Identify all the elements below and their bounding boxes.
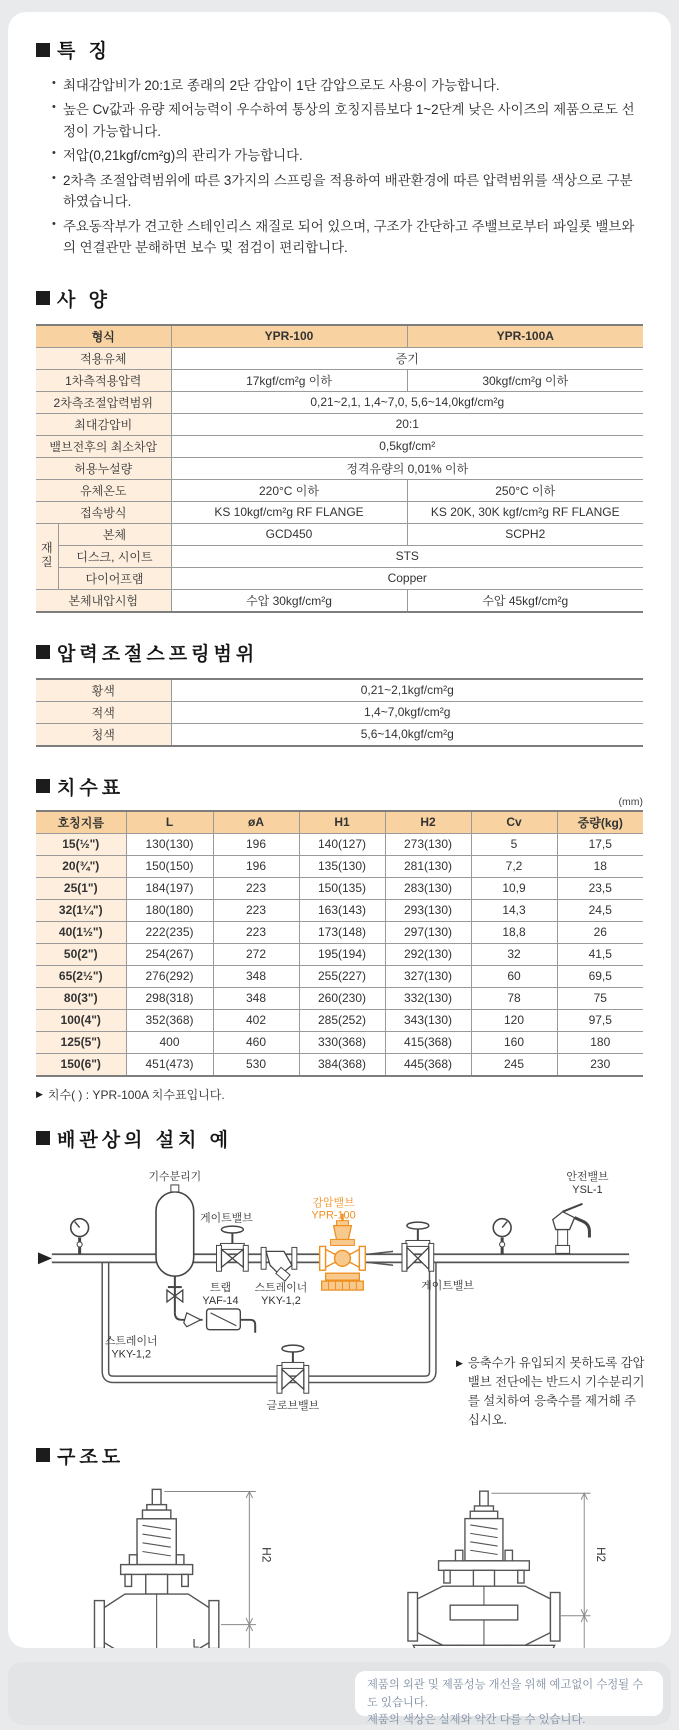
- footer-notice: [355, 1671, 663, 1716]
- table-cell: 272: [213, 943, 299, 965]
- table-cell: 384(368): [299, 1053, 385, 1076]
- dim-h2-label: H2: [259, 1547, 273, 1563]
- table-row: [36, 325, 643, 348]
- table-cell: 332(130): [385, 987, 471, 1009]
- reducing-valve-label: 감압밸브: [312, 1194, 355, 1208]
- table-cell: 41,5: [557, 943, 643, 965]
- table-cell: 402: [213, 1009, 299, 1031]
- table-cell: 150(150): [126, 855, 213, 877]
- table-row: [36, 679, 643, 702]
- table-cell: 348: [213, 987, 299, 1009]
- pressure-gauge-icon: [71, 1218, 89, 1254]
- row-header-cell: 15(½"): [36, 833, 126, 855]
- row-header-cell: 접속방식: [36, 501, 171, 523]
- table-cell: 14,3: [471, 899, 557, 921]
- row-header-cell: 100(4"): [36, 1009, 126, 1031]
- catalog-page: [8, 12, 671, 1648]
- spring-section-title: [36, 639, 643, 666]
- column-header: øA: [213, 811, 299, 834]
- table-cell: 285(252): [299, 1009, 385, 1031]
- table-cell: 17,5: [557, 833, 643, 855]
- row-header-cell: 밸브전후의 최소차압: [36, 435, 171, 457]
- table-cell: 17kgf/cm²g 이하: [171, 369, 407, 391]
- features-list: [52, 75, 643, 259]
- row-header-cell: 20(¾"): [36, 855, 126, 877]
- row-header-cell: 청색: [36, 723, 171, 746]
- table-row: [36, 457, 643, 479]
- table-cell: 255(227): [299, 965, 385, 987]
- row-header-cell: 황색: [36, 679, 171, 702]
- column-header: 중량(kg): [557, 811, 643, 834]
- table-row: [36, 1053, 643, 1076]
- table-row: [36, 435, 643, 457]
- row-header-cell: 40(1½"): [36, 921, 126, 943]
- feature-item: • 높은 Cv값과 유량 제어능력이 우수하여 통상의 호칭지름보다 1~2단계 낮은 사이즈의 제품으로도 선정이 가능합니다.: [52, 99, 643, 142]
- valve-section-large-svg: [352, 1485, 637, 1649]
- strainer1-model-label: YKY-1,2: [261, 1294, 301, 1306]
- structure-figure-large: [352, 1485, 637, 1649]
- section-marker-icon: [36, 1448, 50, 1462]
- table-cell: 196: [213, 855, 299, 877]
- table-cell: 283(130): [385, 877, 471, 899]
- table-cell: 97,5: [557, 1009, 643, 1031]
- table-cell: 222(235): [126, 921, 213, 943]
- unit-label: (mm): [619, 796, 644, 808]
- table-cell: 281(130): [385, 855, 471, 877]
- row-header-cell: 80(3"): [36, 987, 126, 1009]
- row-header-cell: 본체: [58, 523, 171, 545]
- reducing-valve-icon: [320, 1213, 366, 1289]
- table-cell: 5: [471, 833, 557, 855]
- table-cell: 195(194): [299, 943, 385, 965]
- table-cell: 160: [471, 1031, 557, 1053]
- table-cell: 5,6~14,0kgf/cm²g: [171, 723, 643, 746]
- table-cell: 348: [213, 965, 299, 987]
- table-cell: 증기: [171, 347, 643, 369]
- row-header-cell: 1차측적용압력: [36, 369, 171, 391]
- strainer2-label: 스트레이너: [105, 1333, 158, 1347]
- table-cell: 26: [557, 921, 643, 943]
- piping-diagram: [36, 1164, 643, 1432]
- table-cell: 32: [471, 943, 557, 965]
- valve-section-small-svg: [42, 1485, 304, 1649]
- gate2-label: 게이트밸브: [421, 1278, 474, 1292]
- footnote-text: 치수( ) : YPR-100A 치수표입니다.: [48, 1086, 225, 1103]
- table-cell: GCD450: [171, 523, 407, 545]
- table-row: [36, 921, 643, 943]
- column-header: L: [126, 811, 213, 834]
- globe-valve-label: 글로브밸브: [267, 1398, 320, 1412]
- table-cell: 23,5: [557, 877, 643, 899]
- footer-line2: 제품의 색상은 실제와 약간 다를 수 있습니다.: [367, 1712, 651, 1730]
- table-cell: 수압 30kgf/cm²g: [171, 589, 407, 612]
- strainer-icon: [184, 1312, 201, 1326]
- flow-arrow-icon: [38, 1252, 52, 1264]
- table-cell: 150(135): [299, 877, 385, 899]
- strainer1-label: 스트레이너: [255, 1280, 308, 1294]
- piping-note-text: 응축수가 유입되지 못하도록 감압밸브 전단에는 반드시 기수분리기를 설치하여 응축수를 제거해 주십시오.: [468, 1354, 646, 1430]
- table-cell: 445(368): [385, 1053, 471, 1076]
- table-cell: 120: [471, 1009, 557, 1031]
- gate-valve-icon: [402, 1222, 434, 1271]
- table-cell: 173(148): [299, 921, 385, 943]
- table-cell: 0,21~2,1kgf/cm²g: [171, 679, 643, 702]
- row-header-cell: 125(5"): [36, 1031, 126, 1053]
- table-cell: 297(130): [385, 921, 471, 943]
- row-header-cell: 65(2½"): [36, 965, 126, 987]
- table-cell: 415(368): [385, 1031, 471, 1053]
- row-header-cell: 32(1¼"): [36, 899, 126, 921]
- steam-separator: [156, 1184, 194, 1275]
- row-header-cell: 50(2"): [36, 943, 126, 965]
- table-cell: 20:1: [171, 413, 643, 435]
- table-cell: 7,2: [471, 855, 557, 877]
- table-row: [36, 943, 643, 965]
- spring-range-table: [36, 678, 643, 747]
- spec-table: [36, 324, 643, 613]
- table-cell: 18: [557, 855, 643, 877]
- table-row: [36, 987, 643, 1009]
- table-row: [36, 877, 643, 899]
- section-marker-icon: [36, 1131, 50, 1145]
- table-cell: 130(130): [126, 833, 213, 855]
- table-cell: 254(267): [126, 943, 213, 965]
- table-row: [36, 391, 643, 413]
- dim-l-label: L: [193, 1636, 200, 1648]
- table-cell: 69,5: [557, 965, 643, 987]
- table-cell: 180: [557, 1031, 643, 1053]
- globe-valve-icon: [277, 1345, 309, 1393]
- table-cell: 223: [213, 899, 299, 921]
- table-cell: 223: [213, 877, 299, 899]
- table-cell: 260(230): [299, 987, 385, 1009]
- strainer2-model-label: YKY-1,2: [111, 1348, 151, 1360]
- table-cell: KS 10kgf/cm²g RF FLANGE: [171, 501, 407, 523]
- table-cell: 293(130): [385, 899, 471, 921]
- table-cell: 1,4~7,0kgf/cm²g: [171, 701, 643, 723]
- table-cell: 230: [557, 1053, 643, 1076]
- piping-note: [456, 1354, 646, 1430]
- table-row: [36, 589, 643, 612]
- table-cell: 163(143): [299, 899, 385, 921]
- table-row: [36, 965, 643, 987]
- column-header: H1: [299, 811, 385, 834]
- table-cell: 273(130): [385, 833, 471, 855]
- table-row: [36, 833, 643, 855]
- section-marker-icon: [36, 645, 50, 659]
- trap-label: 트랩: [210, 1280, 231, 1294]
- table-cell: 78: [471, 987, 557, 1009]
- table-cell: 10,9: [471, 877, 557, 899]
- section-marker-icon: [36, 779, 50, 793]
- row-header-cell: 적색: [36, 701, 171, 723]
- row-header-cell: 2차측조절압력범위: [36, 391, 171, 413]
- table-cell: 250°C 이하: [407, 479, 643, 501]
- structure-section-title: [36, 1442, 643, 1469]
- feature-item: • 2차측 조절압력범위에 따른 3가지의 스프링을 적용하여 배관환경에 따른 압력범위를 색상으로 구분하였습니다.: [52, 170, 643, 213]
- table-cell: 352(368): [126, 1009, 213, 1031]
- feature-item: • 최대감압비가 20:1로 종래의 2단 감압이 1단 감압으로도 사용이 가능합니다.: [52, 75, 643, 96]
- table-cell: 18,8: [471, 921, 557, 943]
- table-row: [36, 523, 643, 545]
- feature-item: • 저압(0,21kgf/cm²g)의 관리가 가능합니다.: [52, 145, 643, 166]
- table-row: [36, 899, 643, 921]
- footer-band: [8, 1662, 671, 1725]
- table-cell: 327(130): [385, 965, 471, 987]
- table-cell: SCPH2: [407, 523, 643, 545]
- dimension-footnote: [36, 1086, 643, 1103]
- table-cell: 184(197): [126, 877, 213, 899]
- table-cell: 24,5: [557, 899, 643, 921]
- table-cell: 343(130): [385, 1009, 471, 1031]
- row-header-cell: 최대감압비: [36, 413, 171, 435]
- table-row: [36, 545, 643, 567]
- table-cell: 223: [213, 921, 299, 943]
- table-cell: 180(180): [126, 899, 213, 921]
- row-header-cell: 형식: [36, 325, 171, 348]
- gate1-label: 게이트밸브: [200, 1210, 253, 1224]
- triangle-marker-icon: ▶: [36, 1089, 43, 1100]
- table-cell: 0,5kgf/cm²: [171, 435, 643, 457]
- row-header-cell: 허용누설량: [36, 457, 171, 479]
- row-header-cell: 디스크, 시이트: [58, 545, 171, 567]
- table-cell: 530: [213, 1053, 299, 1076]
- table-cell: 30kgf/cm²g 이하: [407, 369, 643, 391]
- column-header: H2: [385, 811, 471, 834]
- section-marker-icon: [36, 43, 50, 57]
- table-cell: 0,21~2,1, 1,4~7,0, 5,6~14,0kgf/cm²g: [171, 391, 643, 413]
- strainer-icon: [261, 1247, 297, 1281]
- table-row: [36, 479, 643, 501]
- row-header-cell: 적용유체: [36, 347, 171, 369]
- row-header-cell: 25(1"): [36, 877, 126, 899]
- feature-item: • 주요동작부가 견고한 스테인리스 재질로 되어 있으며, 구조가 간단하고 주밸브로부터 파일롯 밸브와의 연결관만 분해하면 보수 및 점검이 편리합니다.: [52, 216, 643, 259]
- section-marker-icon: [36, 291, 50, 305]
- table-row: [36, 369, 643, 391]
- table-row: [36, 1009, 643, 1031]
- piping-title: 배관상의 설치 예: [57, 1125, 232, 1152]
- table-row: [36, 567, 643, 589]
- table-cell: YPR-100: [171, 325, 407, 348]
- row-header-cell: 본체내압시험: [36, 589, 171, 612]
- gate-valve-icon: [217, 1226, 249, 1271]
- structure-title: 구조도: [57, 1442, 124, 1469]
- dimensions-title: 치수표: [57, 773, 124, 800]
- separator-label: 기수분리기: [149, 1168, 202, 1182]
- table-cell: 140(127): [299, 833, 385, 855]
- table-header-row: [36, 811, 643, 834]
- table-row: [36, 1031, 643, 1053]
- table-cell: 276(292): [126, 965, 213, 987]
- table-row: [36, 347, 643, 369]
- table-row: [36, 723, 643, 746]
- column-header: Cv: [471, 811, 557, 834]
- table-cell: Copper: [171, 567, 643, 589]
- structure-figure-small: [42, 1485, 304, 1649]
- safety-valve-model-label: YSL-1: [572, 1183, 602, 1195]
- table-cell: 400: [126, 1031, 213, 1053]
- safety-valve-label: 안전밸브: [566, 1168, 609, 1182]
- table-row: [36, 855, 643, 877]
- specs-title: 사 양: [57, 285, 111, 312]
- table-cell: 298(318): [126, 987, 213, 1009]
- spring-title: 압력조절스프링범위: [57, 639, 258, 666]
- triangle-marker-icon: ▶: [456, 1357, 463, 1430]
- bypass-pipe: [105, 1260, 432, 1379]
- trap-model-label: YAF-14: [202, 1294, 238, 1306]
- table-cell: 75: [557, 987, 643, 1009]
- pressure-gauge-icon: [493, 1218, 511, 1254]
- table-row: [36, 701, 643, 723]
- table-cell: 수압 45kgf/cm²g: [407, 589, 643, 612]
- table-cell: 245: [471, 1053, 557, 1076]
- features-section-title: [36, 36, 643, 63]
- table-cell: 292(130): [385, 943, 471, 965]
- table-cell: 정격유량의 0,01% 이하: [171, 457, 643, 479]
- table-cell: 196: [213, 833, 299, 855]
- dim-h2-label: H2: [594, 1547, 607, 1562]
- row-header-cell: 유체온도: [36, 479, 171, 501]
- table-cell: YPR-100A: [407, 325, 643, 348]
- footer-line1: 제품의 외관 및 제품성능 개선을 위해 예고없이 수정될 수도 있습니다.: [367, 1677, 651, 1712]
- table-cell: 220°C 이하: [171, 479, 407, 501]
- table-cell: 60: [471, 965, 557, 987]
- material-group-cell: 재질: [36, 523, 58, 589]
- table-cell: KS 20K, 30K kgf/cm²g RF FLANGE: [407, 501, 643, 523]
- table-row: [36, 413, 643, 435]
- features-title: 특 징: [57, 36, 111, 63]
- row-header-cell: 다이어프램: [58, 567, 171, 589]
- dimension-table: [36, 810, 643, 1077]
- table-cell: 451(473): [126, 1053, 213, 1076]
- table-cell: 460: [213, 1031, 299, 1053]
- structure-figures: [36, 1481, 643, 1649]
- row-header-cell: 150(6"): [36, 1053, 126, 1076]
- table-cell: 330(368): [299, 1031, 385, 1053]
- table-row: [36, 501, 643, 523]
- specs-section-title: [36, 285, 643, 312]
- column-header: 호칭지름: [36, 811, 126, 834]
- safety-valve-icon: [553, 1203, 590, 1253]
- table-cell: STS: [171, 545, 643, 567]
- table-cell: 135(130): [299, 855, 385, 877]
- piping-section-title: [36, 1125, 643, 1152]
- reducing-valve-model-label: YPR-100: [311, 1209, 355, 1221]
